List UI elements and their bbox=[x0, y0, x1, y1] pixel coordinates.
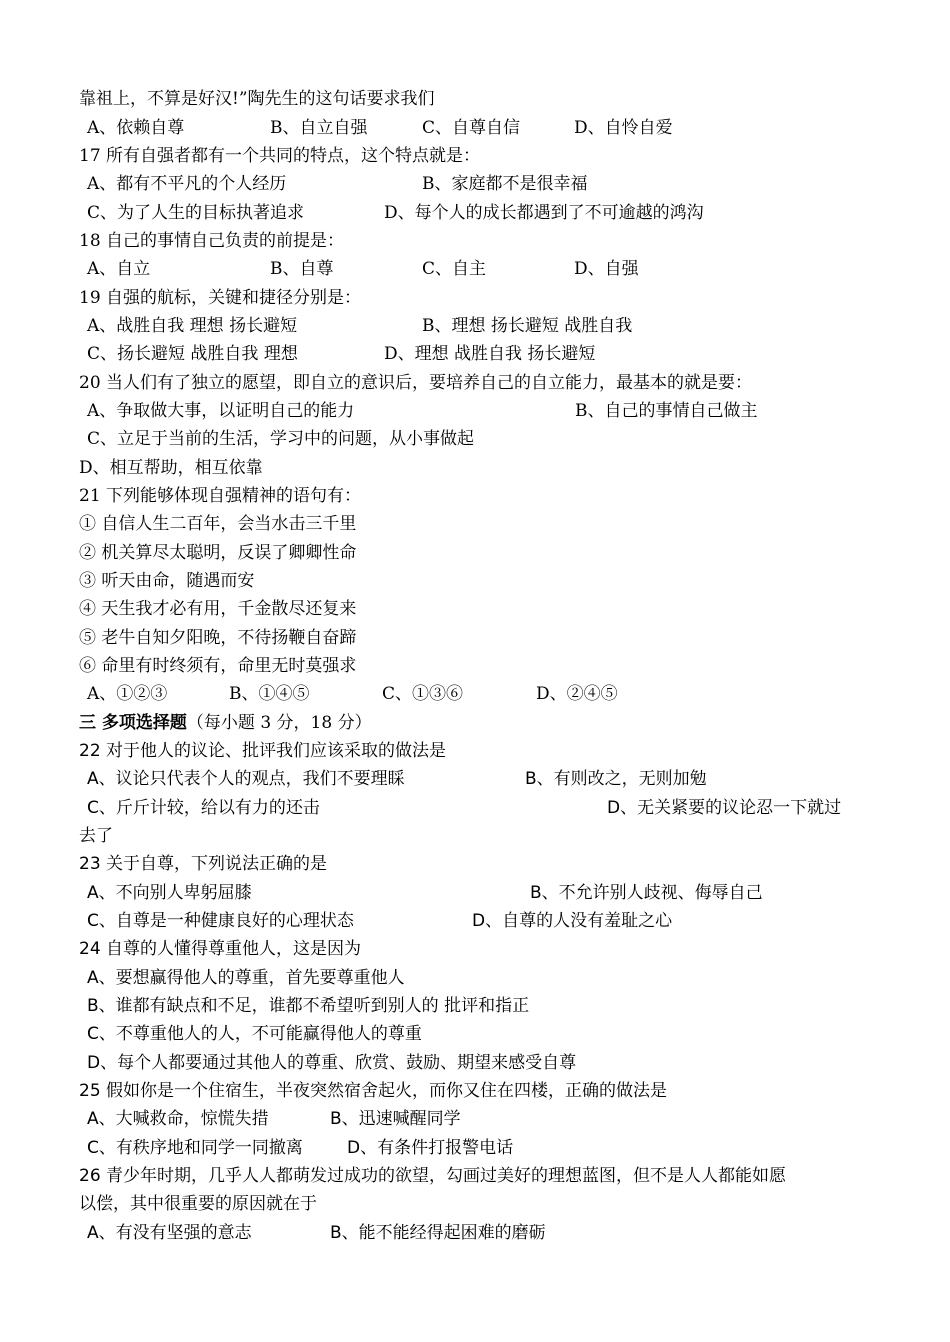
q19-option-d: D、理想 战胜自我 扬长避短 bbox=[384, 344, 596, 364]
q24-option-a: A、要想赢得他人的尊重，首先要尊重他人 bbox=[87, 968, 405, 988]
q21-statement-3: ③ 听天由命，随遇而安 bbox=[79, 571, 255, 591]
q20-option-b: B、自己的事情自己做主 bbox=[575, 401, 758, 421]
q16-option-c: C、自尊自信 bbox=[422, 118, 521, 138]
q24-option-b: B、谁都有缺点和不足，谁都不希望听到别人的 批评和指正 bbox=[87, 996, 530, 1016]
q25-option-c: C、有秩序地和同学一同撤离 bbox=[87, 1138, 303, 1158]
section-3-heading bbox=[79, 712, 372, 734]
q18-option-c: C、自主 bbox=[422, 259, 487, 279]
q18-stem: 18 自己的事情自己负责的前提是： bbox=[79, 231, 345, 251]
q18-option-d: D、自强 bbox=[574, 259, 639, 279]
q17-option-d: D、每个人的成长都遇到了不可逾越的鸿沟 bbox=[384, 203, 704, 223]
q16-stem-continuation: 靠祖上，不算是好汉!”陶先生的这句话要求我们 bbox=[79, 89, 435, 109]
q19-option-b: B、理想 扬长避短 战胜自我 bbox=[422, 316, 633, 336]
q26-option-a: A、有没有坚强的意志 bbox=[87, 1223, 252, 1243]
q17-stem: 17 所有自强者都有一个共同的特点，这个特点就是： bbox=[79, 146, 481, 166]
q23-option-a: A、不向别人卑躬屈膝 bbox=[87, 883, 252, 903]
q17-option-b: B、家庭都不是很幸福 bbox=[422, 174, 588, 194]
q23-stem: 23 关于自尊，下列说法正确的是 bbox=[79, 854, 328, 874]
q21-statement-6: ⑥ 命里有时终须有，命里无时莫强求 bbox=[79, 656, 357, 676]
q21-option-d: D、②④⑤ bbox=[536, 684, 618, 704]
q20-option-a: A、争取做大事，以证明自己的能力 bbox=[87, 401, 355, 421]
q18-option-a: A、自立 bbox=[87, 259, 151, 279]
q17-option-a: A、都有不平凡的个人经历 bbox=[87, 174, 287, 194]
q16-option-a: A、依赖自尊 bbox=[87, 118, 185, 138]
q19-stem: 19 自强的航标，关键和捷径分别是： bbox=[79, 288, 362, 308]
q21-stem: 21 下列能够体现自强精神的语句有： bbox=[79, 486, 362, 506]
q22-option-b: B、有则改之，无则加勉 bbox=[525, 769, 707, 789]
q25-option-d: D、有条件打报警电话 bbox=[347, 1138, 514, 1158]
q16-option-d: D、自怜自爱 bbox=[574, 118, 673, 138]
q23-option-b: B、不允许别人歧视、侮辱自己 bbox=[530, 883, 763, 903]
q26-stem: 26 青少年时期，几乎人人都萌发过成功的欲望，勾画过美好的理想蓝图，但不是人人都能如愿 bbox=[79, 1166, 787, 1186]
q22-option-a: A、议论只代表个人的观点，我们不要理睬 bbox=[87, 769, 405, 789]
q22-option-c: C、斤斤计较，给以有力的还击 bbox=[87, 798, 320, 818]
q24-option-d: D、每个人都要通过其他人的尊重、欣赏、鼓励、期望来感受自尊 bbox=[87, 1053, 577, 1073]
q25-option-b: B、迅速喊醒同学 bbox=[330, 1109, 461, 1129]
q21-statement-1: ① 自信人生二百年，会当水击三千里 bbox=[79, 514, 357, 534]
q24-stem: 24 自尊的人懂得尊重他人，这是因为 bbox=[79, 939, 362, 959]
q25-stem: 25 假如你是一个住宿生，半夜突然宿舍起火，而你又住在四楼，正确的做法是 bbox=[79, 1081, 668, 1101]
section-3-note: （每小题 3 分，18 分） bbox=[186, 713, 372, 733]
q19-option-a: A、战胜自我 理想 扬长避短 bbox=[87, 316, 298, 336]
q21-statement-4: ④ 天生我才必有用，千金散尽还复来 bbox=[79, 599, 357, 619]
q20-option-d: D、相互帮助，相互依靠 bbox=[79, 458, 263, 478]
q21-option-c: C、①③⑥ bbox=[382, 684, 464, 704]
q23-option-d: D、自尊的人没有羞耻之心 bbox=[472, 911, 673, 931]
q22-option-d-continuation: 去了 bbox=[79, 826, 113, 846]
q23-option-c: C、自尊是一种健康良好的心理状态 bbox=[87, 911, 354, 931]
q26-option-b: B、能不能经得起困难的磨砺 bbox=[330, 1223, 546, 1243]
section-3-title: 三 多项选择题 bbox=[79, 713, 187, 733]
q21-option-a: A、①②③ bbox=[87, 684, 168, 704]
q21-statement-5: ⑤ 老牛自知夕阳晚，不待扬鞭自奋蹄 bbox=[79, 628, 357, 648]
q18-option-b: B、自尊 bbox=[270, 259, 334, 279]
q25-option-a: A、大喊救命，惊慌失措 bbox=[87, 1109, 269, 1129]
q21-option-b: B、①④⑤ bbox=[229, 684, 310, 704]
q20-stem: 20 当人们有了独立的愿望，即自立的意识后，要培养自己的自立能力，最基本的就是要： bbox=[79, 373, 753, 393]
q22-option-d: D、无关紧要的议论忍一下就过 bbox=[607, 798, 842, 818]
q26-stem-continuation: 以偿，其中很重要的原因就在于 bbox=[79, 1194, 317, 1214]
q24-option-c: C、不尊重他人的人，不可能赢得他人的尊重 bbox=[87, 1024, 422, 1044]
q22-stem: 22 对于他人的议论、批评我们应该采取的做法是 bbox=[79, 741, 447, 761]
q17-option-c: C、为了人生的目标执著追求 bbox=[87, 203, 305, 223]
q21-statement-2: ② 机关算尽太聪明，反误了卿卿性命 bbox=[79, 543, 357, 563]
q16-option-b: B、自立自强 bbox=[270, 118, 368, 138]
q19-option-c: C、扬长避短 战胜自我 理想 bbox=[87, 344, 298, 364]
q20-option-c: C、立足于当前的生活，学习中的问题，从小事做起 bbox=[87, 429, 475, 449]
